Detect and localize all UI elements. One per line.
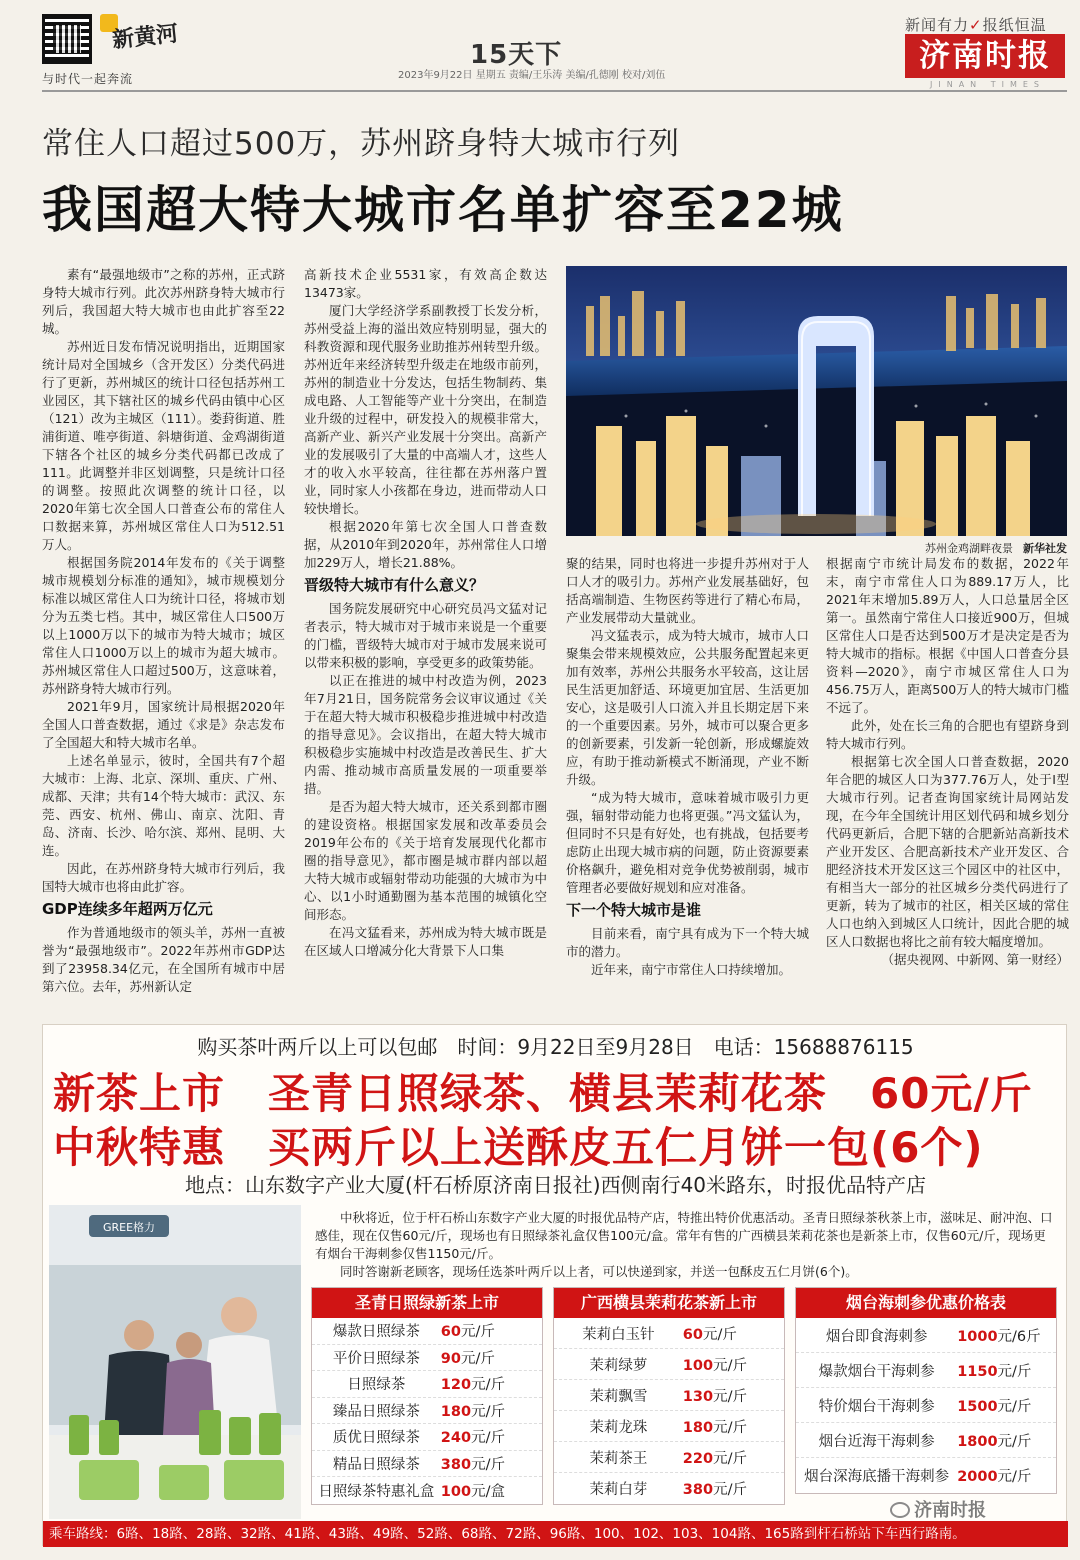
- table-row: [312, 1451, 542, 1478]
- item-unit: 元/斤: [713, 1357, 747, 1374]
- tea-advertisement: [42, 1024, 1067, 1546]
- paragraph: 目前来看，南宁具有成为下一个特大城市的潜力。: [566, 926, 809, 959]
- table-row: [312, 1345, 542, 1372]
- section-heading-next: 下一个特大城市是谁: [566, 901, 702, 919]
- item-price: 1150: [957, 1363, 998, 1380]
- paragraph: 国务院发展研究中心研究员冯文猛对记者表示，特大城市对于城市来说是一个重要的门槛，晋级特大城市对于城市发展来说可以带来积极的影响，享受更多的政策势能。: [304, 601, 547, 670]
- paragraph: 厦门大学经济学系副教授丁长发分析，苏州受益上海的溢出效应特别明显，强大的科教资源和现代服务业助推苏州转型升级。苏州近年来经济转型升级走在地级市前列，苏州的制造业十分发达，包括生物制药、集成电路、人工智能等产业十分突出，在制造业升级的过程中，研发投入的规模非常大，高新产业、新兴产业发展十分突出。高新产业的发展吸引了大量的中高端人才，这些人才的收入水平较高，往往都在苏州落户置业，同时家人小孩都在身边，进而带动人口较快增长。: [304, 303, 547, 516]
- table-row: [312, 1477, 542, 1504]
- watermark: [890, 1496, 986, 1522]
- item-price: 1000: [957, 1328, 998, 1345]
- item-name: 日照绿茶特惠礼盒: [318, 1483, 435, 1500]
- table-row: [554, 1349, 784, 1380]
- paragraph: 中秋将近，位于杆石桥山东数字产业大厦的时报优品特产店，特推出特价优惠活动。圣青日照绿茶秋茶上市，滋味足、耐冲泡、口感佳，现在仅售60元/斤，现场也有日照绿茶礼盒仅售100元/盒。常年有售的广西横县茉莉花茶也是新茶上市，仅售60元/斤，现场更有烟台干海刺参仅售1150元/斤。: [315, 1210, 1053, 1261]
- paragraph: 同时答谢新老顾客，现场任选茶叶两斤以上者，可以快递到家，并送一包酥皮五仁月饼(6个)。: [340, 1264, 858, 1279]
- item-unit: 元/斤: [471, 1456, 505, 1473]
- table-title: 圣青日照绿新茶上市: [312, 1288, 542, 1318]
- masthead: 济南时报: [905, 34, 1065, 78]
- masthead-english: JINAN TIMES: [930, 80, 1045, 89]
- article-headline: 我国超大特大城市名单扩容至22城: [42, 181, 844, 239]
- section-heading-meaning: 晋级特大城市有什么意义？: [304, 576, 485, 594]
- ad-address: 地点：山东数字产业大厦(杆石桥原济南日报社)西侧南行40米路东，时报优品特产店: [184, 1173, 927, 1197]
- table-row: [312, 1371, 542, 1398]
- qr-code: [42, 14, 92, 64]
- ad-top-line: 购买茶叶两斤以上可以包邮 时间：9月22日至9月28日 电话：15688876115: [197, 1035, 914, 1059]
- item-name: 质优日照绿茶: [332, 1430, 420, 1447]
- paragraph: 根据国务院2014年发布的《关于调整城市规模划分标准的通知》，城市规模划分标准以城区常住人口为统计口径，将城市划分为五类七档。其中，城区常住人口500万以上1000万以下的城市为特大城市；城区常住人口1000万以上的城市为超大城市。苏州城区常住人口超过500万，这意味着，苏州跻身特大城市行列。: [42, 555, 285, 696]
- paragraph: 作为普通地级市的领头羊，苏州一直被誉为“最强地级市”。2022年苏州市GDP达到了23958.34亿元，在全国所有城市中居第六位。去年，苏州新认定: [42, 925, 285, 994]
- slogan-b: 报纸恒温: [982, 16, 1047, 34]
- page-meta: 2023年9月22日 星期五 责编/王乐涛 美编/孔德刚 校对/刘伍: [398, 70, 666, 81]
- wechat-icon: [890, 1502, 910, 1518]
- item-price: 220: [682, 1450, 714, 1467]
- item-price: 60: [682, 1326, 703, 1343]
- table-row: [312, 1318, 542, 1345]
- paragraph: 根据2020年第七次全国人口普查数据，从2010年到2020年，苏州常住人口增加229万人，增长21.88%。: [304, 519, 547, 570]
- caption-text: 苏州金鸡湖畔夜景: [925, 542, 1013, 555]
- table-title: 烟台海刺参优惠价格表: [796, 1288, 1056, 1318]
- item-name: 茉莉白芽: [589, 1482, 648, 1498]
- paragraph: 根据第七次全国人口普查数据，2020年合肥的城区人口为377.76万人，处于Ⅰ型大城市行列。记者查询国家统计局网站发现，在今年全国统计用区划代码和城乡划分代码更新后，合肥下辖的合肥新站高新技术产业开发区、合肥高新技术产业开发区、合肥经济技术开发区这三个园区中的社区中，有相当大一部分的社区城乡分类代码进行了更新，转为了城市的社区，相关区域的常住人口也纳入到城区人口统计，因此合肥的城区人口数据也将比之前有较大幅度增加。: [826, 754, 1069, 949]
- item-unit: 元/斤: [460, 1350, 495, 1367]
- green-tea-price-table: [311, 1287, 543, 1505]
- item-name: 茉莉飘雪: [589, 1388, 648, 1405]
- item-name: 烟台即食海刺参: [825, 1328, 928, 1345]
- item-name: 爆款烟台干海刺参: [818, 1363, 935, 1380]
- night-skyline-illustration: [566, 266, 1067, 536]
- item-unit: 元/斤: [713, 1419, 747, 1436]
- item-name: 日照绿茶: [347, 1377, 406, 1394]
- paragraph: 2021年9月，国家统计局根据2020年全国人口普查数据，通过《求是》杂志发布了全国超大和特大城市名单。: [42, 699, 285, 750]
- article-subhead: 常住人口超过500万，苏州跻身特大城市行列: [42, 126, 681, 162]
- item-price: 180: [440, 1403, 472, 1420]
- photo-credit: 新华社发: [1023, 542, 1067, 555]
- table-row: [312, 1424, 542, 1451]
- table-row: [554, 1473, 784, 1504]
- table-row: [554, 1411, 784, 1442]
- item-unit: 元/斤: [460, 1324, 495, 1341]
- page-number: 15天下: [470, 40, 563, 70]
- item-name: 精品日照绿茶: [332, 1456, 420, 1473]
- item-unit: 元/斤: [997, 1433, 1032, 1450]
- header-divider: [42, 90, 1067, 92]
- store-scene-illustration: [49, 1205, 301, 1519]
- item-name: 茉莉白玉针: [582, 1326, 655, 1343]
- table-row: [796, 1458, 1056, 1493]
- paragraph: “成为特大城市，意味着城市吸引力更强，辐射带动能力也将更强。”冯文猛认为，但同时不只是有好处，也有挑战，包括要考虑防止出现大城市病的问题，防止资源要素价格飙升，避免相对竞争优势被削弱，城市管理者必要做好规划和应对准备。: [566, 790, 809, 895]
- article-column-2: [304, 266, 547, 960]
- item-name: 平价日照绿茶: [332, 1350, 420, 1367]
- paragraph: 根据南宁市统计局发布的数据，2022年末，南宁市常住人口为889.17万人，比2021年末增加5.89万人，人口总量居全区第一。虽然南宁常住人口接近900万，但城区常住人口是否达到500万才是决定是否为特大城市的指标。根据《中国人口普查分县资料—2020》，南宁市城区常住人口为456.75万人，距离500万人的特大城市门槛不远了。: [826, 556, 1069, 715]
- item-price: 120: [440, 1377, 472, 1394]
- item-name: 茉莉茶王: [589, 1450, 648, 1467]
- table-row: [796, 1318, 1056, 1353]
- item-price: 1800: [957, 1433, 998, 1450]
- item-name: 茉莉绿萝: [589, 1357, 648, 1374]
- item-unit: 元/斤: [997, 1469, 1032, 1485]
- item-unit: 元/斤: [471, 1403, 505, 1420]
- store-photo: [49, 1205, 301, 1519]
- ad-headline-1: 新茶上市 圣青日照绿茶、横县茉莉花茶 60元/斤: [53, 1069, 1033, 1118]
- jasmine-tea-price-table: [553, 1287, 785, 1505]
- table-row: [554, 1442, 784, 1473]
- paragraph: 在冯文猛看来，苏州成为特大城市既是在区域人口增减分化大背景下人口集: [304, 925, 547, 958]
- item-unit: 元/斤: [713, 1482, 747, 1498]
- paragraph: 冯文猛表示，成为特大城市，城市人口聚集会带来规模效应，公共服务配置起来更加有效率，苏州公共服务水平较高，这让居民生活更加舒适、环境更加宜居、生活更加安心，这是吸引人口流入并且长期定居下来的一个重要因素。另外，城市可以聚合更多的创新要素，引发新一轮创新，形成螺旋效应，有助于推动新模式不断涌现，产业不断升级。: [566, 628, 809, 787]
- item-unit: 元/6斤: [997, 1328, 1041, 1345]
- item-unit: 元/斤: [997, 1363, 1032, 1380]
- slogan-a: 新闻有力: [905, 16, 970, 34]
- item-price: 2000: [957, 1469, 998, 1485]
- item-price: 130: [682, 1388, 714, 1405]
- paragraph: 近年来，南宁市常住人口持续增加。: [591, 962, 792, 977]
- item-price: 60: [440, 1324, 461, 1341]
- photo-caption: [566, 540, 1067, 556]
- ad-headline-2: 中秋特惠 买两斤以上送酥皮五仁月饼一包(6个): [53, 1123, 984, 1172]
- paragraph: 上述名单显示，彼时，全国共有7个超大城市：上海、北京、深圳、重庆、广州、成都、天津；共有14个特大城市：武汉、东莞、西安、杭州、佛山、南京、沈阳、青岛、济南、长沙、哈尔滨、郑州、昆明、大连。: [42, 753, 285, 858]
- item-name: 烟台近海干海刺参: [818, 1433, 935, 1450]
- table-row: [796, 1423, 1056, 1458]
- item-unit: 元/斤: [471, 1430, 505, 1447]
- suzhou-night-photo: [566, 266, 1067, 536]
- item-unit: 元/斤: [997, 1398, 1032, 1415]
- item-name: 爆款日照绿茶: [332, 1324, 420, 1341]
- table-row: [796, 1353, 1056, 1388]
- item-unit: 元/斤: [713, 1388, 747, 1405]
- paragraph: 此外，处在长三角的合肥也有望跻身到特大城市行列。: [826, 718, 1069, 751]
- table-row: [554, 1318, 784, 1349]
- masthead-slogan: 新闻有力✓报纸恒温: [905, 16, 1047, 34]
- article-column-4: [826, 555, 1069, 969]
- item-name: 臻品日照绿茶: [332, 1403, 420, 1420]
- item-price: 100: [440, 1483, 472, 1500]
- article-column-1: [42, 266, 285, 996]
- table-row: [796, 1388, 1056, 1423]
- brand-slogan: 与时代一起奔流: [42, 72, 134, 86]
- paragraph: 以正在推进的城中村改造为例，2023年7月21日，国务院常务会议审议通过《关于在超大特大城市积极稳步推进城中村改造的指导意见》。会议指出，在超大特大城市积极稳步实施城中村改造是改善民生、扩大内需、推动城市高质量发展的一项重要举措。: [304, 673, 547, 796]
- item-price: 100: [682, 1357, 714, 1374]
- paragraph: 高新技术企业5531家，有效高企数达13473家。: [304, 267, 547, 300]
- paragraph: 聚的结果，同时也将进一步提升苏州对于人口人才的吸引力。苏州产业发展基础好，包括高端制造、生物医药等进行了精心布局，产业发展带动大量就业。: [566, 556, 809, 625]
- item-price: 1500: [957, 1398, 998, 1415]
- item-price: 180: [682, 1419, 714, 1436]
- section-heading-gdp: GDP连续多年超两万亿元: [42, 900, 213, 918]
- item-unit: 元/斤: [702, 1326, 737, 1343]
- table-row: [554, 1380, 784, 1411]
- store-sign: GREE格力: [102, 1221, 156, 1234]
- item-price: 90: [440, 1350, 461, 1367]
- paragraph: 因此，在苏州跻身特大城市行列后，我国特大城市也将由此扩容。: [42, 861, 285, 894]
- paragraph: 苏州近日发布情况说明指出，近期国家统计局对全国城乡（含开发区）分类代码进行了更新，苏州城区的统计口径包括苏州工业园区，其下辖社区的城乡代码由镇中心区（121）改为主城区（111）。娄葑街道、胜浦街道、唯亭街道、斜塘街道、金鸡湖街道下辖各个社区的城乡分类代码都已改成了111。此调整并非区划调整，只是统计口径的调整。按照此次调整的统计口径，以2020年第七次全国人口普查公布的常住人口数据来算，苏州城区常住人口为512.51万人。: [42, 339, 285, 552]
- item-name: 烟台深海底播干海刺参: [804, 1469, 950, 1485]
- brand-name: 新黄河: [110, 20, 180, 54]
- item-unit: 元/盒: [471, 1483, 505, 1500]
- table-row: [312, 1398, 542, 1425]
- table-title: 广西横县茉莉花茶新上市: [554, 1288, 784, 1318]
- sea-cucumber-price-table: [795, 1287, 1057, 1494]
- watermark-text: 济南时报: [914, 1500, 986, 1521]
- article-source: （据央视网、中新网、第一财经）: [881, 952, 1069, 967]
- item-unit: 元/斤: [471, 1377, 505, 1394]
- item-unit: 元/斤: [713, 1450, 747, 1467]
- item-price: 240: [440, 1430, 472, 1447]
- item-price: 380: [682, 1482, 714, 1498]
- item-name: 茉莉龙珠: [589, 1419, 648, 1436]
- paragraph: 素有“最强地级市”之称的苏州，正式跻身特大城市行列。此次苏州跻身特大城市行列后，我国超大特大城市也由此扩容至22城。: [42, 267, 285, 336]
- item-price: 380: [440, 1456, 472, 1473]
- ad-intro: [315, 1209, 1055, 1281]
- paragraph: 是否为超大特大城市，还关系到都市圈的建设资格。根据国家发展和改革委员会2019年公布的《关于培育发展现代化都市圈的指导意见》，都市圈是城市群内部以超大特大城市或辐射带动功能强的大城市为中心、以1小时通勤圈为基本范围的城镇化空间形态。: [304, 799, 547, 922]
- item-name: 特价烟台干海刺参: [818, 1398, 935, 1415]
- article-column-3: [566, 555, 809, 979]
- bus-route-bar: 乘车路线：6路、18路、28路、32路、41路、43路、49路、52路、68路、72路、96路、100、102、103、104路、165路到杆石桥站下车西行路南。: [43, 1521, 1068, 1547]
